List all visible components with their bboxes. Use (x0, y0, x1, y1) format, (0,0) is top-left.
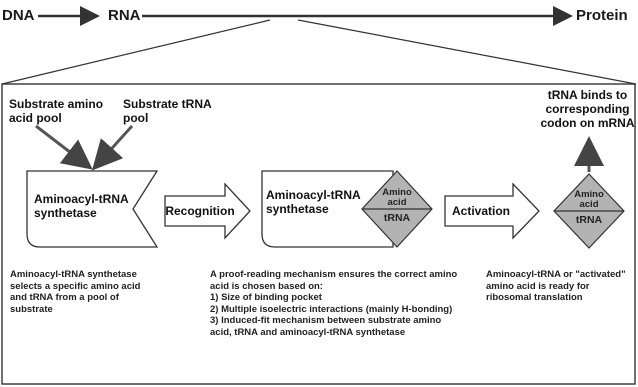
protein-label: Protein (576, 7, 628, 24)
rna-label: RNA (108, 7, 141, 24)
diamond-1-trna-label: tRNA (383, 212, 411, 224)
caption-activation: Aminoacyl-tRNA or "activated" amino acid is ready for ribosomal translation (486, 269, 626, 303)
trna-pool-label: Substrate tRNA pool (123, 97, 212, 125)
amino-acid-pool-label: Substrate amino acid pool (9, 97, 104, 125)
amino-acid-trna-diamond-2 (554, 174, 624, 248)
diamond-1-amino-acid-label: Amino acid (382, 187, 412, 208)
dna-label: DNA (2, 7, 35, 24)
enzyme-label-2: Aminoacyl-tRNA synthetase (266, 188, 361, 216)
amino-pool-arrow (36, 126, 88, 166)
enzyme-label-1: Aminoacyl-tRNA synthetase (34, 192, 129, 220)
recognition-label: Recognition (165, 204, 235, 218)
caption-proofreading: A proof-reading mechanism ensures the correct amino acid is chosen based on: 1) Size of binding pocket 2) Multiple isoelectric interactions (mainly H-bonding) 3) Induced-fit mechanism between substrate amino acid, tRNA and aminoacyl-tRNA synthetase (210, 269, 458, 338)
zoom-line-left (2, 20, 270, 84)
diamond-2-amino-acid-label: Amino acid (574, 189, 604, 210)
activation-label: Activation (451, 204, 510, 218)
caption-selection: Aminoacyl-tRNA synthetase selects a specific amino acid and tRNA from a pool of substrate (10, 269, 141, 315)
zoom-line-right (298, 20, 636, 84)
codon-binding-label: tRNA binds to corresponding codon on mRNA (540, 88, 635, 130)
diamond-2-trna-label: tRNA (575, 214, 603, 226)
trna-pool-arrow (96, 126, 132, 166)
